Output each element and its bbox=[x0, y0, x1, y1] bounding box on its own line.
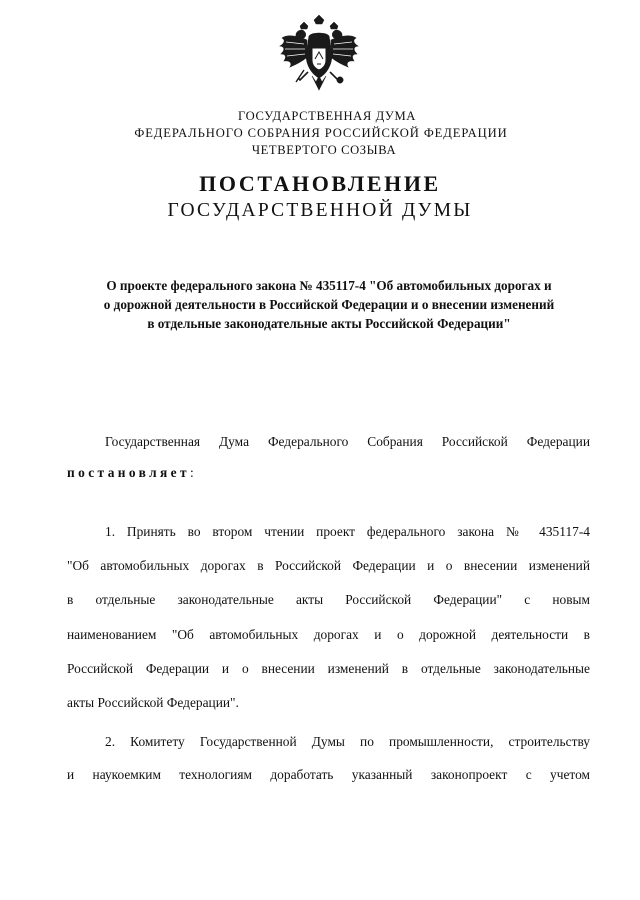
resolves-word bbox=[67, 465, 194, 481]
header-duma: ГОСУДАРСТВЕННАЯ ДУМА bbox=[238, 109, 416, 123]
preamble: Государственная Дума Федерального Собрания Российской Федерации bbox=[105, 434, 590, 449]
document-title: ПОСТАНОВЛЕНИЕ bbox=[199, 171, 441, 196]
law-title-line: в отдельные законодательные акты Российской Федерации" bbox=[147, 316, 511, 331]
paragraph-2-line: и наукоемким технологиям доработать указанный законопроект с учетом bbox=[67, 767, 590, 782]
paragraph-1-line: "Об автомобильных дорогах в Российской Федерации и о внесении изменений bbox=[67, 558, 590, 573]
paragraph-2-line: 2. Комитету Государственной Думы по промышленности, строительству bbox=[105, 734, 590, 749]
resolves-colon: : bbox=[190, 465, 194, 480]
law-title-line: О проекте федерального закона № 435117-4 "Об автомобильных дорогах и bbox=[106, 278, 552, 293]
double-headed-eagle-icon bbox=[276, 14, 362, 98]
paragraph-1-line: Российской Федерации и о внесении изменений в отдельные законодательные bbox=[67, 661, 590, 676]
resolves-label: постановляет bbox=[67, 465, 191, 480]
law-title-line: о дорожной деятельности в Российской Федерации и о внесении изменений bbox=[103, 297, 555, 312]
paragraph-1-line: акты Российской Федерации". bbox=[67, 695, 239, 710]
paragraph-1-line: в отдельные законодательные акты Российской Федерации" с новым bbox=[67, 592, 590, 607]
header-federal-assembly: ФЕДЕРАЛЬНОГО СОБРАНИЯ РОССИЙСКОЙ ФЕДЕРАЦИИ bbox=[134, 126, 508, 140]
header-convocation: ЧЕТВЕРТОГО СОЗЫВА bbox=[251, 143, 397, 157]
paragraph-1-line: наименованием "Об автомобильных дорогах и о дорожной деятельности в bbox=[67, 627, 590, 642]
document-subtitle: ГОСУДАРСТВЕННОЙ ДУМЫ bbox=[167, 200, 473, 221]
paragraph-1-line: 1. Принять во втором чтении проект федерального закона № 435117-4 bbox=[105, 524, 590, 539]
